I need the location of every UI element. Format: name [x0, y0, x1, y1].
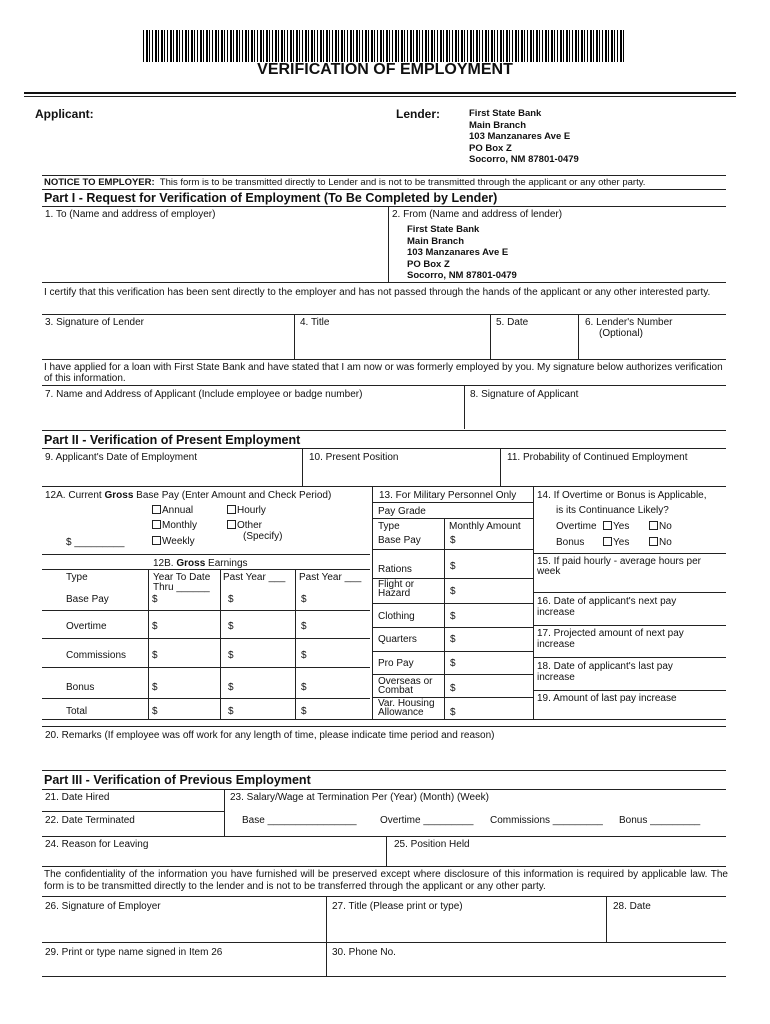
- row-overtime: Overtime: [66, 621, 107, 632]
- option-weekly[interactable]: Weekly: [152, 536, 195, 547]
- field-27-label: 27. Title (Please print or type): [332, 901, 463, 912]
- dollar-sign: $: [228, 594, 234, 605]
- notice: NOTICE TO EMPLOYER: This form is to be transmitted directly to Lender and is not to be transmitted through the applicant or any other party.: [44, 177, 646, 188]
- dollar-sign: $: [301, 594, 307, 605]
- mil-overseas-combat: Overseas or Combat: [378, 676, 433, 696]
- dollar-sign: $: [450, 535, 456, 546]
- dollar-sign: $: [450, 586, 456, 597]
- dollar-sign: $: [301, 706, 307, 717]
- field-24-label: 24. Reason for Leaving: [45, 839, 149, 850]
- overtime-yes[interactable]: Yes: [603, 521, 629, 532]
- col-type: Type: [66, 572, 88, 583]
- dollar-sign: $: [152, 650, 158, 661]
- mil-rations: Rations: [378, 564, 412, 575]
- dollar-sign: $: [450, 634, 456, 645]
- mil-flight-hazard: Flight or Hazard: [378, 579, 415, 599]
- field-10-label: 10. Present Position: [309, 452, 399, 463]
- field-15-label: 15. If paid hourly - average hours per week: [537, 556, 701, 577]
- bonus-label: Bonus: [556, 537, 585, 548]
- checkbox-icon[interactable]: [649, 521, 658, 530]
- field-5-label: 5. Date: [496, 317, 529, 328]
- checkbox-icon[interactable]: [152, 536, 161, 545]
- base-pay-amount: $ _________: [66, 537, 125, 548]
- field-3-label: 3. Signature of Lender: [45, 317, 144, 328]
- salary-overtime: Overtime _________: [380, 815, 474, 826]
- dollar-sign: $: [450, 658, 456, 669]
- form-title: VERIFICATION OF EMPLOYMENT: [257, 61, 513, 78]
- field-14-question: is its Continuance Likely?: [556, 505, 669, 516]
- lender-label: Lender:: [396, 107, 441, 121]
- field-21-label: 21. Date Hired: [45, 792, 110, 803]
- mil-quarters: Quarters: [378, 634, 417, 645]
- bonus-no[interactable]: No: [649, 537, 672, 548]
- field-25-label: 25. Position Held: [394, 839, 470, 850]
- certify-text: I certify that this verification has been sent directly to the employer and has not passed through the hands of the applicant or any other interested party.: [44, 287, 711, 298]
- field-28-label: 28. Date: [613, 901, 651, 912]
- dollar-sign: $: [450, 707, 456, 718]
- checkbox-icon[interactable]: [152, 520, 161, 529]
- field-29-label: 29. Print or type name signed in Item 26: [45, 947, 223, 958]
- dollar-sign: $: [152, 594, 158, 605]
- dollar-sign: $: [301, 682, 307, 693]
- salary-bonus: Bonus _________: [619, 815, 701, 826]
- dollar-sign: $: [152, 682, 158, 693]
- checkbox-icon[interactable]: [603, 537, 612, 546]
- checkbox-icon[interactable]: [649, 537, 658, 546]
- field-2-label: 2. From (Name and address of lender): [392, 209, 563, 220]
- lender-address: First State Bank Main Branch 103 Manzanares Ave E PO Box Z Socorro, NM 87801-0479: [469, 108, 579, 165]
- field-6-label: 6. Lender's Number: [585, 317, 673, 328]
- applicant-label: Applicant:: [35, 107, 94, 121]
- dollar-sign: $: [228, 621, 234, 632]
- part2-title: Part II - Verification of Present Employment: [44, 433, 301, 447]
- col-past-year-1: Past Year ___: [223, 572, 286, 583]
- field-14-label: 14. If Overtime or Bonus is Applicable,: [537, 490, 707, 501]
- field-16-label: 16. Date of applicant's next pay increase: [537, 596, 677, 618]
- mil-monthly-label: Monthly Amount: [449, 521, 521, 532]
- overtime-label: Overtime: [556, 521, 597, 532]
- field-12a-label: 12A. Current Gross Base Pay (Enter Amount and Check Period): [45, 490, 332, 501]
- dollar-sign: $: [301, 650, 307, 661]
- mil-var-housing: Var. Housing Allowance: [378, 698, 435, 718]
- row-commissions: Commissions: [66, 650, 127, 661]
- field-26-label: 26. Signature of Employer: [45, 901, 161, 912]
- dollar-sign: $: [152, 621, 158, 632]
- option-specify: (Specify): [243, 531, 283, 542]
- row-bonus: Bonus: [66, 682, 95, 693]
- field-18-label: 18. Date of applicant's last pay increase: [537, 661, 673, 683]
- confidentiality-text: The confidentiality of the information you have furnished will be preserved except where disclosure of this information is required by applicable law. The form is to be transmitted directly to the lender and is not to be transferred through the applicant or any other party.: [44, 869, 728, 892]
- field-11-label: 11. Probability of Continued Employment: [507, 452, 688, 463]
- pay-grade-label: Pay Grade: [378, 506, 426, 517]
- field-12b-label: 12B. Gross Earnings: [153, 558, 248, 569]
- field-8-label: 8. Signature of Applicant: [470, 389, 579, 400]
- row-base-pay: Base Pay: [66, 594, 109, 605]
- col-thru: Thru ______: [153, 582, 210, 593]
- checkbox-icon[interactable]: [603, 521, 612, 530]
- dollar-sign: $: [228, 706, 234, 717]
- dollar-sign: $: [450, 611, 456, 622]
- row-total: Total: [66, 706, 88, 717]
- option-monthly[interactable]: Monthly: [152, 520, 197, 531]
- part3-title: Part III - Verification of Previous Employment: [44, 773, 311, 787]
- salary-commissions: Commissions _________: [490, 815, 603, 826]
- overtime-no[interactable]: No: [649, 521, 672, 532]
- mil-clothing: Clothing: [378, 611, 415, 622]
- col-year-to-date: Year To Date: [153, 572, 211, 583]
- dollar-sign: $: [228, 650, 234, 661]
- salary-base: Base ________________: [242, 815, 357, 826]
- field-22-label: 22. Date Terminated: [45, 815, 135, 826]
- field-19-label: 19. Amount of last pay increase: [537, 693, 677, 704]
- mil-type-label: Type: [378, 521, 400, 532]
- applied-text: I have applied for a loan with First State Bank and have stated that I am now or was formerly employed by you. My signature below authorizes verification of this information.: [44, 362, 723, 384]
- dollar-sign: $: [228, 682, 234, 693]
- field-30-label: 30. Phone No.: [332, 947, 396, 958]
- field-6-optional: (Optional): [599, 328, 643, 339]
- option-annual[interactable]: Annual: [152, 505, 193, 516]
- checkbox-icon[interactable]: [227, 520, 236, 529]
- col-past-year-2: Past Year ___: [299, 572, 362, 583]
- field-13-label: 13. For Military Personnel Only: [379, 490, 517, 501]
- part1-lender-address: First State Bank Main Branch 103 Manzanares Ave E PO Box Z Socorro, NM 87801-0479: [407, 224, 517, 281]
- checkbox-icon[interactable]: [152, 505, 161, 514]
- dollar-sign: $: [301, 621, 307, 632]
- field-9-label: 9. Applicant's Date of Employment: [45, 452, 197, 463]
- part1-title: Part I - Request for Verification of Employment (To Be Completed by Lender): [44, 191, 498, 205]
- field-4-label: 4. Title: [300, 317, 330, 328]
- dollar-sign: $: [450, 683, 456, 694]
- field-1-label: 1. To (Name and address of employer): [45, 209, 216, 220]
- option-hourly[interactable]: Hourly: [227, 505, 266, 516]
- option-other[interactable]: Other: [227, 520, 262, 531]
- checkbox-icon[interactable]: [227, 505, 236, 514]
- field-23-label: 23. Salary/Wage at Termination Per (Year) (Month) (Week): [230, 792, 489, 803]
- field-17-label: 17. Projected amount of next pay increase: [537, 628, 684, 650]
- field-20-label: 20. Remarks (If employee was off work for any length of time, please indicate time period and reason): [45, 730, 495, 741]
- field-7-label: 7. Name and Address of Applicant (Include employee or badge number): [45, 389, 363, 400]
- dollar-sign: $: [450, 561, 456, 572]
- barcode: [143, 30, 625, 62]
- mil-pro-pay: Pro Pay: [378, 658, 414, 669]
- mil-base-pay: Base Pay: [378, 535, 421, 546]
- dollar-sign: $: [152, 706, 158, 717]
- bonus-yes[interactable]: Yes: [603, 537, 629, 548]
